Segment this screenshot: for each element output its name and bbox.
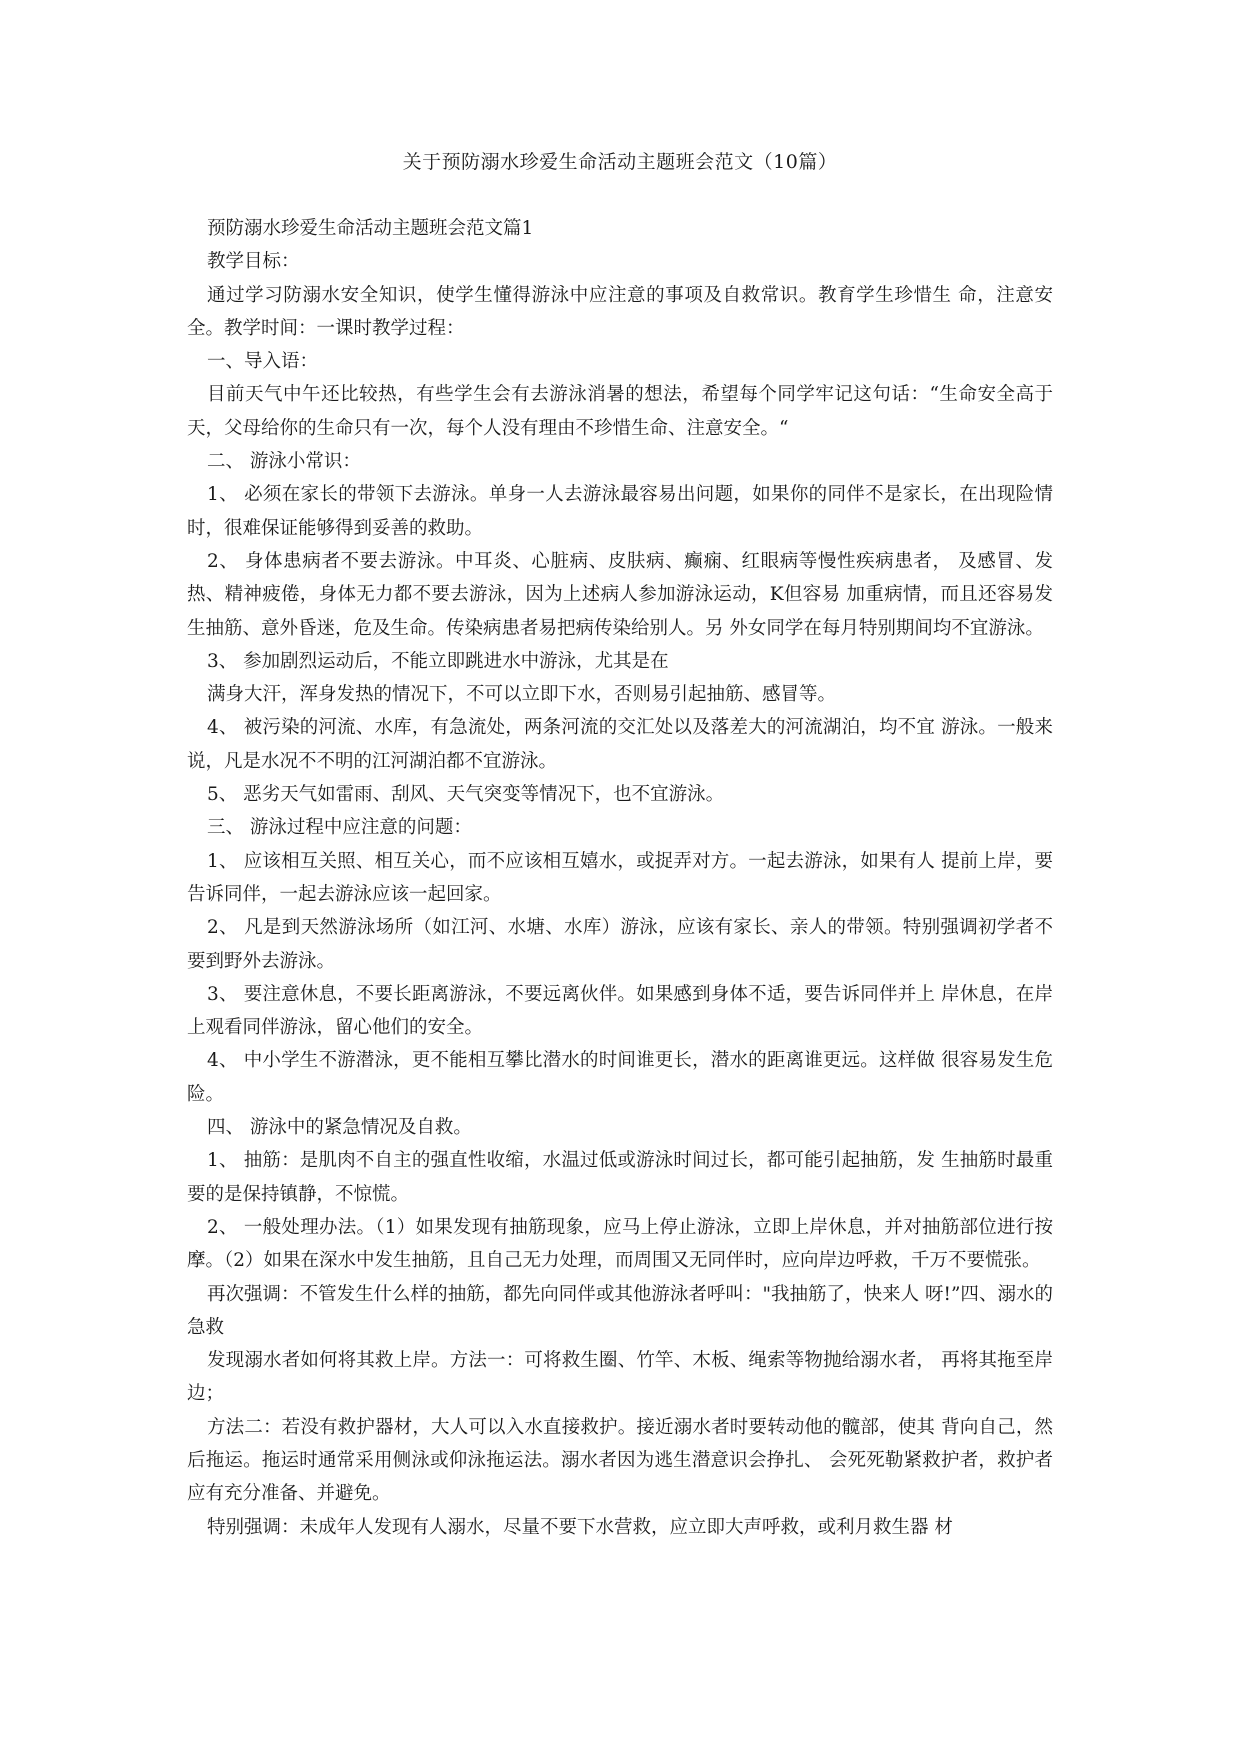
paragraph: 通过学习防溺水安全知识，使学生懂得游泳中应注意的事项及自救常识。教育学生珍惜生 命，注意安全。教学时间：一课时教学过程： xyxy=(187,284,1053,339)
document-title: 关于预防溺水珍爱生命活动主题班会范文（10篇） xyxy=(402,151,838,173)
paragraph: 方法二：若没有救护器材，大人可以入水直接救护。接近溺水者时要转动他的髋部，使其 背向自己，然后拖运。拖运时通常采用侧泳或仰泳拖运法。溺水者因为逃生潜意识会挣扎、 会死死勒紧救护者，救护者应有充分准备、并避免。 xyxy=(187,1416,1053,1505)
paragraph: 特别强调：未成年人发现有人溺水，尽量不要下水营救，应立即大声呼救，或利月救生器 材 xyxy=(207,1516,953,1538)
paragraph: 满身大汗，浑身发热的情况下，不可以立即下水，否则易引起抽筋、感冒等。 xyxy=(207,684,837,706)
paragraph: 三、 游泳过程中应注意的问题： xyxy=(207,817,472,839)
paragraph: 2、 凡是到天然游泳场所（如江河、水塘、水库）游泳，应该有家长、亲人的带领。特别强调初学者不要到野外去游泳。 xyxy=(187,917,1053,972)
paragraph: 1、 抽筋：是肌肉不自主的强直性收缩，水温过低或游泳时间过长，都可能引起抽筋，发 生抽筋时最重要的是保持镇静，不惊慌。 xyxy=(187,1150,1053,1205)
paragraph: 1、 必须在家长的带领下去游泳。单身一人去游泳最容易出问题，如果你的同伴不是家长，在出现险情时，很难保证能够得到妥善的救助。 xyxy=(187,484,1053,539)
paragraph: 目前天气中午还比较热，有些学生会有去游泳消暑的想法，希望每个同学牢记这句话：“生命安全高于天，父母给你的生命只有一次，每个人没有理由不珍惜生命、注意安全。“ xyxy=(187,384,1053,439)
paragraph: 发现溺水者如何将其救上岸。方法一：可将救生圈、竹竿、木板、绳索等物抛给溺水者， 再将其拖至岸边； xyxy=(187,1350,1053,1405)
paragraph: 3、 要注意休息，不要长距离游泳，不要远离伙伴。如果感到身体不适，要告诉同伴并上 岸休息，在岸上观看同伴游泳，留心他们的安全。 xyxy=(187,983,1053,1039)
paragraph: 1、 应该相互关照、相互关心，而不应该相互嬉水，或捉弄对方。一起去游泳，如果有人 提前上岸，要告诉同伴，一起去游泳应该一起回家。 xyxy=(187,850,1053,905)
document-page xyxy=(187,0,1053,1754)
paragraph: 2、 一般处理办法。（1）如果发现有抽筋现象，应马上停止游泳，立即上岸休息，并对抽筋部位进行按摩。（2）如果在深水中发生抽筋，且自己无力处理，而周围又无同伴时，应向岸边呼救，千万不要慌张。 xyxy=(187,1216,1053,1272)
paragraph: 5、 恶劣天气如雷雨、刮风、天气突变等情况下，也不宜游泳。 xyxy=(207,784,725,806)
paragraph: 4、 中小学生不游潜泳，更不能相互攀比潜水的时间谁更长，潜水的距离谁更远。这样做 很容易发生危险。 xyxy=(187,1050,1053,1105)
paragraph: 4、 被污染的河流、水库，有急流处，两条河流的交汇处以及落差大的河流湖泊，均不宜 游泳。一般来说，凡是水况不不明的江河湖泊都不宜游泳。 xyxy=(187,717,1053,772)
document-body xyxy=(187,212,1053,1544)
paragraph: 二、 游泳小常识： xyxy=(207,451,361,473)
section-heading: 预防溺水珍爱生命活动主题班会范文篇1 xyxy=(207,218,534,239)
paragraph: 再次强调：不管发生什么样的抽筋，都先向同伴或其他游泳者呼叫："我抽筋了，快来人 呀!”四、溺水的急救 xyxy=(187,1283,1053,1338)
paragraph: 四、 游泳中的紧急情况及自救。 xyxy=(207,1117,472,1139)
paragraph: 一、导入语： xyxy=(207,351,319,373)
paragraph: 2、 身体患病者不要去游泳。中耳炎、心脏病、皮肤病、癫痫、红眼病等慢性疾病患者， 及感冒、发热、精神疲倦，身体无力都不要去游泳，因为上述病人参加游泳运动，K但容易 加重病情，而且还容易发生抽筋、意外昏迷，危及生命。传染病患者易把病传染给别人。另 外女同学在每月特别期间均不宜游泳。 xyxy=(187,550,1053,639)
paragraph: 3、 参加剧烈运动后，不能立即跳进水中游泳，尤其是在 xyxy=(207,650,669,672)
paragraph: 教学目标： xyxy=(207,251,300,273)
